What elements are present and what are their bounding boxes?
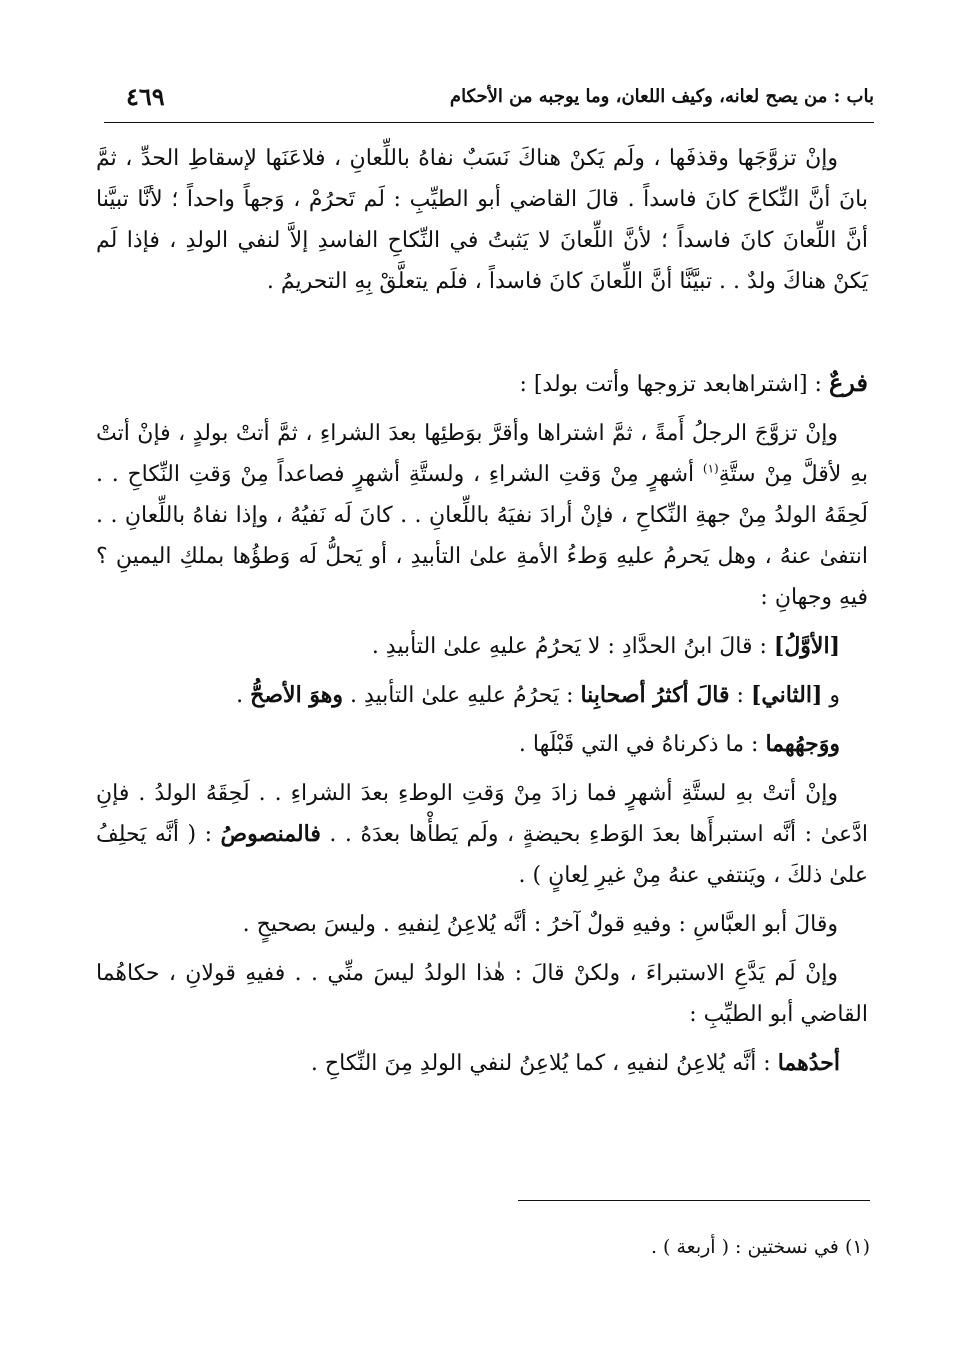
paragraph-six-months-part-a: وإنْ أتتْ بهِ لستَّةِ أشهرٍ فما زادَ مِنْ وَقتِ الوطءِ بعدَ الشراءِ . . لَحِقَهُ الولدُ . فإنِ ادَّعىٰ : أنَّه استبرأَها بعدَ الوَطءِ بحيضةٍ ، ولَم يَطأْها بعدَهُ . .	[96, 781, 868, 847]
paragraph-slave-marriage-part-b: أشهرٍ مِنْ وَقتِ الشراءِ ، ولستَّةِ أشهرٍ فصاعداً مِنْ وَقتِ النِّكاحِ . . لَحِقَهُ الولدُ مِنْ جهةِ النِّكاحِ ، فإنْ أرادَ نفيَهُ باللِّعانِ . . كانَ لَه نَفيُهُ ، وإذا نفاهُ باللِّعانِ . . انتفىٰ عنهُ ، وهل يَحرمُ عليهِ وَطءُ الأمةِ علىٰ التأبيدِ ، أو يَحلُّ لَه وَطؤُها بملكِ اليمينِ ؟ فيهِ وجهانِ :	[96, 462, 868, 610]
footnote-ref: (١)	[702, 461, 719, 476]
footnote	[651, 1236, 870, 1258]
first-of-two	[96, 1043, 868, 1084]
branch-heading	[96, 362, 868, 405]
second-opinion-prefix: و	[822, 683, 840, 708]
both-reasoning-text: : ما ذكرناهُ في التي قَبْلَها .	[518, 732, 766, 757]
branch-label: فرعٌ	[828, 368, 868, 397]
first-opinion-text: : قالَ ابنُ الحدَّادِ : لا يَحرُمُ عليهِ علىٰ التأبيدِ .	[371, 634, 774, 659]
paragraph-abu-al-abbas: وقالَ أبو العبَّاسِ : وفيهِ قولٌ آخرُ : أنَّه يُلاعِنُ لِنفيهِ . وليسَ بصحيحٍ .	[242, 912, 838, 937]
second-opinion-separator: :	[729, 683, 751, 708]
paragraph-slave-marriage-part-a: وإنْ تزوَّجَ الرجلُ أَمةً ، ثمَّ اشتراها وأقرَّ بوَطئِها بعدَ الشراءِ ، ثمَّ أتتْ بولدٍ ، فإنْ أتتْ بهِ لأقلَّ مِنْ ستَّةِ	[96, 421, 868, 487]
page-number: ٤٦٩	[126, 82, 165, 111]
footnote-number: (١)	[844, 1236, 870, 1258]
first-of-two-label: أحدُهما	[777, 1050, 840, 1076]
second-opinion-preferred: وهوَ الأصحُّ	[250, 682, 343, 708]
paragraph-six-months-part-b: : ( أنَّه يَحلِفُ علىٰ ذلكَ ، ويَنتفي عنهُ مِنْ غيرِ لِعانٍ ) .	[96, 822, 868, 888]
page-body	[96, 138, 868, 1139]
paragraph-no-claim: وإنْ لَم يَدَّعِ الاستبراءَ ، ولكنْ قالَ : هٰذا الولدُ ليسَ منِّي . . ففيهِ قولانِ ، حكاهُما القاضي أبو الطيِّبِ :	[96, 961, 868, 1027]
second-opinion-attribution: قالَ أكثرُ أصحابِنا	[580, 682, 730, 708]
first-opinion	[96, 626, 868, 667]
paragraph-invalid-marriage: وإنْ تزوَّجَها وقذفَها ، ولَم يَكنْ هناكَ نَسَبٌ نفاهُ باللِّعانِ ، فلاعَنَها لإسقاطِ الحدِّ ، ثمَّ بانَ أنَّ النِّكاحَ كانَ فاسداً . قالَ القاضي أبو الطيِّبِ : لَم تَحرُمْ ، وَجهاً واحداً ؛ لأنَّا تبيَّنا أنَّ اللِّعانَ كانَ فاسداً ؛ لأنَّ اللِّعانَ لا يَثبتُ في النِّكاحِ الفاسدِ إلاَّ لنفي الولدِ ، فإذا لَم يَكنْ هناكَ ولدٌ . . تبيَّنَّا أنَّ اللِّعانَ كانَ فاسداً ، فلَم يتعلَّقْ بِهِ التحريمُ .	[96, 146, 868, 294]
running-title: باب : من يصح لعانه، وكيف اللعان، وما يوجبه من الأحكام	[449, 86, 874, 107]
stated-ruling-label: فالمنصوصُ	[220, 821, 321, 847]
second-opinion-text: : يَحرُمُ عليهِ علىٰ التأبيدِ .	[342, 683, 581, 708]
paragraph-slave-marriage	[96, 413, 868, 618]
first-of-two-text: : أنَّه يُلاعِنُ لنفيهِ ، كما يُلاعِنُ لنفي الولدِ مِنَ النِّكاحِ .	[310, 1051, 778, 1076]
paragraph-six-months	[96, 773, 868, 896]
second-opinion	[96, 675, 868, 716]
both-reasoning-label: ووَجهُهما	[765, 731, 840, 757]
second-opinion-tail: .	[236, 683, 251, 708]
footnote-divider	[518, 1200, 870, 1201]
second-opinion-label: [الثاني]	[750, 682, 823, 708]
first-opinion-label: [الأوَّلُ]	[773, 633, 840, 659]
footnote-text: في نسختين : ( أربعة ) .	[650, 1236, 845, 1258]
page-header	[104, 80, 874, 123]
both-reasoning	[96, 724, 868, 765]
branch-title: : [اشتراهابعد تزوجها وأتت بولد] :	[519, 372, 829, 397]
